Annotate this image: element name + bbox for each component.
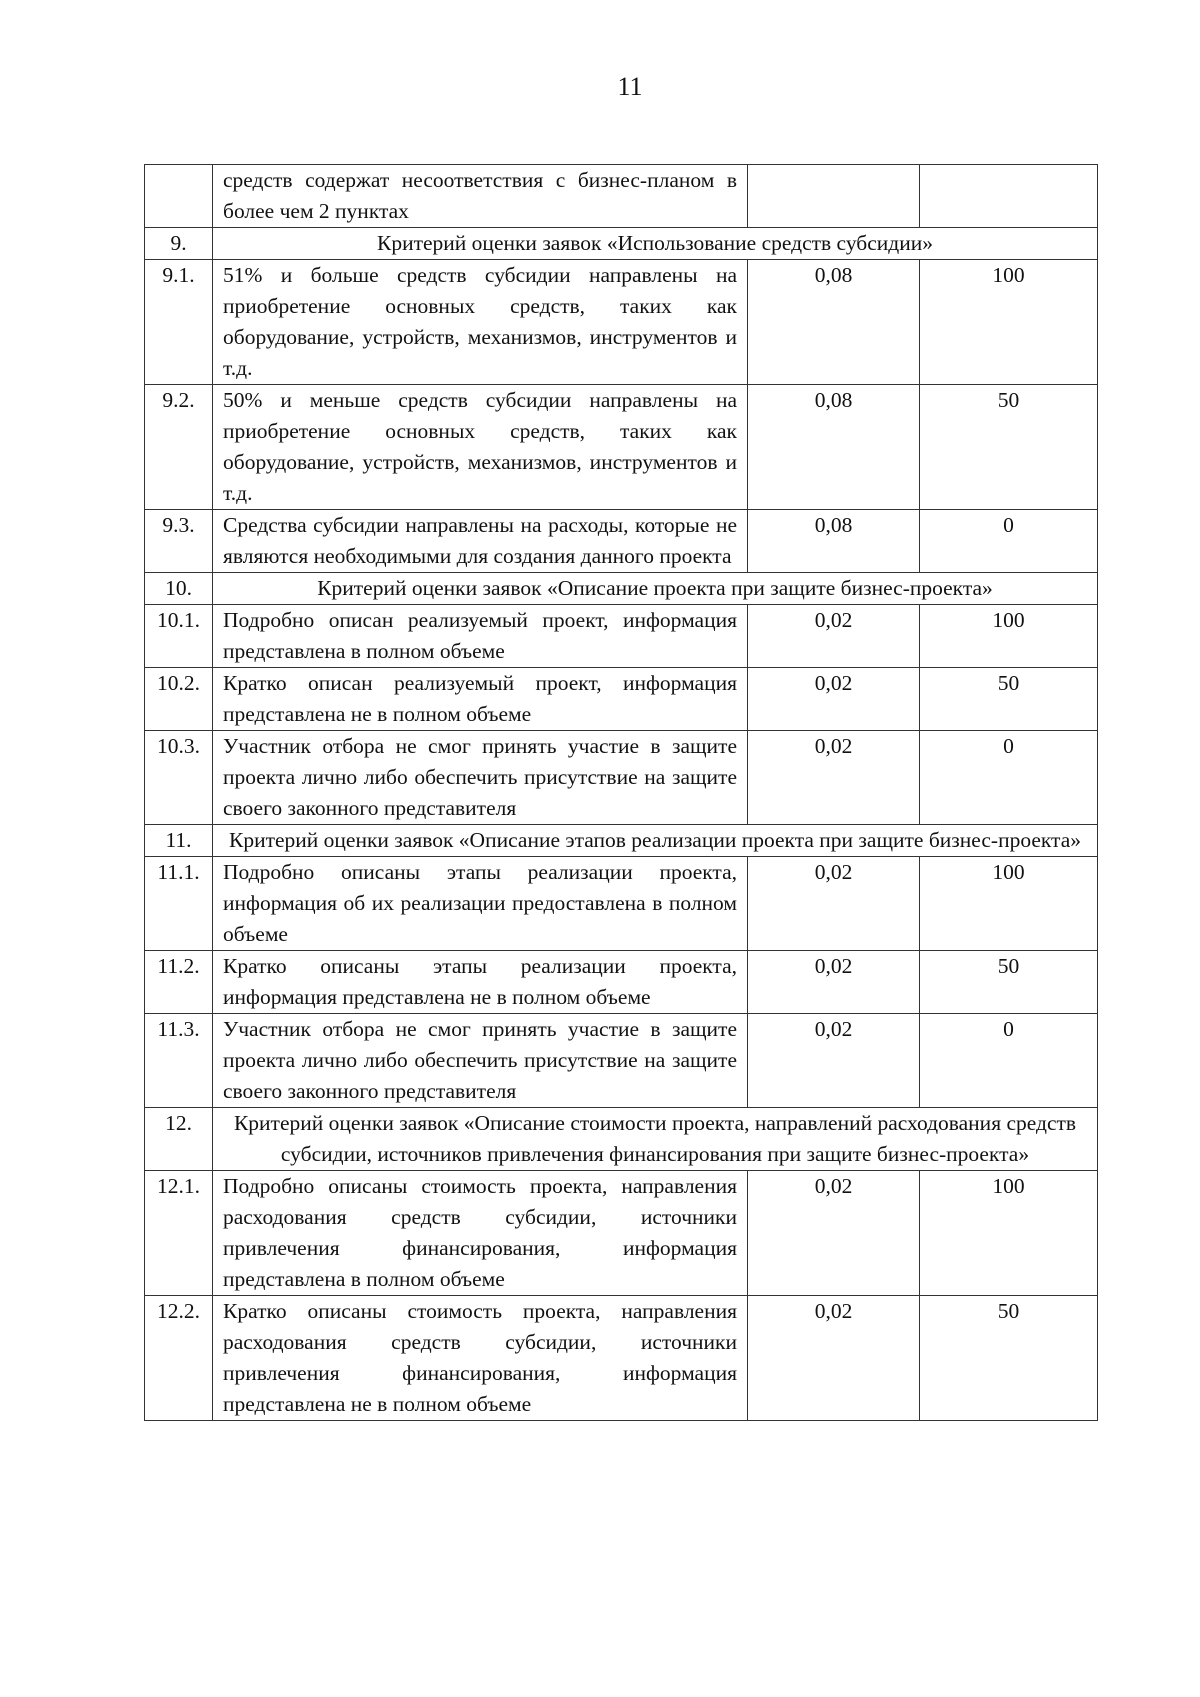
item-number: 12.2.	[145, 1296, 213, 1421]
item-score	[920, 165, 1098, 228]
item-score: 50	[920, 385, 1098, 510]
item-description: Подробно описан реализуемый проект, информация представлена в полном объеме	[213, 605, 748, 668]
item-score: 100	[920, 1171, 1098, 1296]
item-number: 11.1.	[145, 857, 213, 951]
item-score: 50	[920, 1296, 1098, 1421]
item-weight: 0,02	[748, 1014, 920, 1108]
item-number: 9.3.	[145, 510, 213, 573]
criterion-item-row	[145, 731, 1098, 825]
item-description: Участник отбора не смог принять участие в защите проекта лично либо обеспечить присутствие на защите своего законного представителя	[213, 731, 748, 825]
criterion-title: Критерий оценки заявок «Описание стоимости проекта, направлений расходования средств субсидии, источников привлечения финансирования при защите бизнес-проекта»	[213, 1108, 1098, 1171]
item-description: Кратко описаны стоимость проекта, направления расходования средств субсидии, источники привлечения финансирования, информация представлена не в полном объеме	[213, 1296, 748, 1421]
criterion-section-row	[145, 1108, 1098, 1171]
item-number: 10.2.	[145, 668, 213, 731]
item-score: 50	[920, 668, 1098, 731]
item-description: средств содержат несоответствия с бизнес-планом в более чем 2 пунктах	[213, 165, 748, 228]
criterion-item-row	[145, 510, 1098, 573]
item-number	[145, 165, 213, 228]
criterion-number: 12.	[145, 1108, 213, 1171]
item-weight: 0,02	[748, 605, 920, 668]
criterion-item-row	[145, 605, 1098, 668]
item-weight: 0,02	[748, 731, 920, 825]
criterion-section-row	[145, 825, 1098, 857]
criterion-section-row	[145, 573, 1098, 605]
item-score: 100	[920, 260, 1098, 385]
item-number: 9.1.	[145, 260, 213, 385]
item-score: 0	[920, 510, 1098, 573]
item-number: 12.1.	[145, 1171, 213, 1296]
criterion-item-row	[145, 165, 1098, 228]
item-description: Участник отбора не смог принять участие в защите проекта лично либо обеспечить присутствие на защите своего законного представителя	[213, 1014, 748, 1108]
item-description: 51% и больше средств субсидии направлены на приобретение основных средств, таких как оборудование, устройств, механизмов, инструментов и т.д.	[213, 260, 748, 385]
criterion-number: 11.	[145, 825, 213, 857]
item-score: 0	[920, 731, 1098, 825]
item-weight: 0,08	[748, 385, 920, 510]
criterion-number: 9.	[145, 228, 213, 260]
item-weight: 0,08	[748, 260, 920, 385]
item-score: 50	[920, 951, 1098, 1014]
item-weight: 0,02	[748, 1296, 920, 1421]
criterion-title: Критерий оценки заявок «Описание проекта при защите бизнес-проекта»	[213, 573, 1098, 605]
item-weight: 0,08	[748, 510, 920, 573]
item-weight: 0,02	[748, 1171, 920, 1296]
item-number: 11.3.	[145, 1014, 213, 1108]
criterion-item-row	[145, 951, 1098, 1014]
item-weight: 0,02	[748, 668, 920, 731]
item-weight: 0,02	[748, 857, 920, 951]
criterion-item-row	[145, 260, 1098, 385]
criteria-table	[144, 164, 1098, 1421]
criterion-item-row	[145, 668, 1098, 731]
criterion-number: 10.	[145, 573, 213, 605]
item-description: Средства субсидии направлены на расходы, которые не являются необходимыми для создания данного проекта	[213, 510, 748, 573]
item-number: 9.2.	[145, 385, 213, 510]
item-weight	[748, 165, 920, 228]
item-score: 100	[920, 857, 1098, 951]
item-number: 11.2.	[145, 951, 213, 1014]
item-description: Подробно описаны этапы реализации проекта, информация об их реализации предоставлена в полном объеме	[213, 857, 748, 951]
item-weight: 0,02	[748, 951, 920, 1014]
criterion-section-row	[145, 228, 1098, 260]
criterion-item-row	[145, 857, 1098, 951]
item-description: Кратко описаны этапы реализации проекта, информация представлена не в полном объеме	[213, 951, 748, 1014]
criteria-table-body	[145, 165, 1098, 1421]
criterion-item-row	[145, 1171, 1098, 1296]
criterion-item-row	[145, 1014, 1098, 1108]
item-description: Кратко описан реализуемый проект, информация представлена не в полном объеме	[213, 668, 748, 731]
page-number: 11	[617, 72, 643, 101]
item-score: 0	[920, 1014, 1098, 1108]
item-number: 10.3.	[145, 731, 213, 825]
item-description: Подробно описаны стоимость проекта, направления расходования средств субсидии, источники привлечения финансирования, информация представлена в полном объеме	[213, 1171, 748, 1296]
criterion-item-row	[145, 385, 1098, 510]
criterion-item-row	[145, 1296, 1098, 1421]
criterion-title: Критерий оценки заявок «Использование средств субсидии»	[213, 228, 1098, 260]
item-description: 50% и меньше средств субсидии направлены на приобретение основных средств, таких как оборудование, устройств, механизмов, инструментов и т.д.	[213, 385, 748, 510]
criterion-title: Критерий оценки заявок «Описание этапов реализации проекта при защите бизнес-проекта»	[213, 825, 1098, 857]
item-number: 10.1.	[145, 605, 213, 668]
item-score: 100	[920, 605, 1098, 668]
